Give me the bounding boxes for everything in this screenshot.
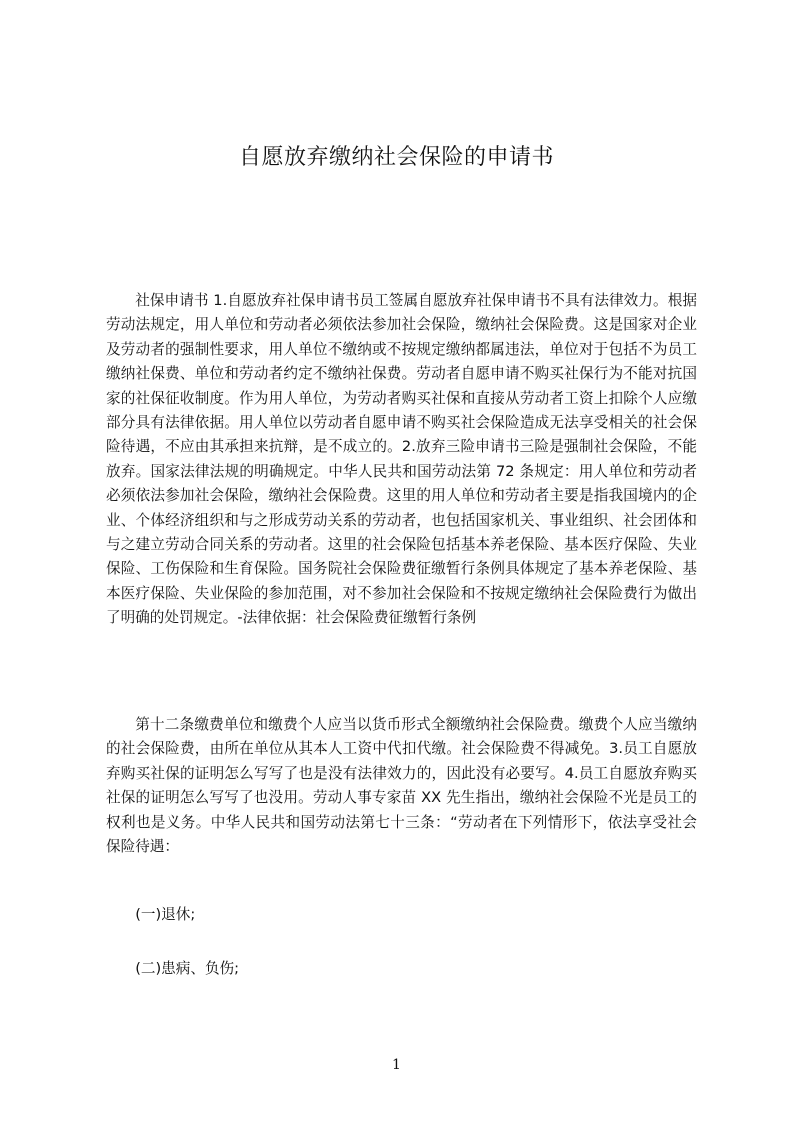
list-item: (二)患病、负伤; xyxy=(135,960,240,977)
page-number: 1 xyxy=(392,1057,401,1073)
document-title: 自愿放弃缴纳社会保险的申请书 xyxy=(238,145,554,170)
body-paragraph: 第十二条缴费单位和缴费个人应当以货币形式全额缴纳社会保险费。缴费个人应当缴纳的社会保险费，由所在单位从其本人工资中代扣代缴。社会保险费不得减免。3.员工自愿放弃购买社保的证明怎么写写了也是没有法律效力的，因此没有必要写。4.员工自愿放弃购买社保的证明怎么写写了也没用。劳动人事专家苗 XX 先生指出，缴纳社会保险不光是员工的权利也是义务。中华人民共和国劳动法第七十三条：“劳动者在下列情形下，依法享受社会保险待遇： xyxy=(106,716,697,856)
body-paragraph: 社保申请书 1.自愿放弃社保申请书员工签属自愿放弃社保申请书不具有法律效力。根据劳动法规定，用人单位和劳动者必须依法参加社会保险，缴纳社会保险费。这是国家对企业及劳动者的强制性要求，用人单位不缴纳或不按规定缴纳都属违法，单位对于包括不为员工缴纳社保费、单位和劳动者约定不缴纳社保费。劳动者自愿申请不购买社保行为不能对抗国家的社保征收制度。作为用人单位，为劳动者购买社保和直接从劳动者工资上扣除个人应缴部分具有法律依据。用人单位以劳动者自愿申请不购买社会保险造成无法享受相关的社会保险待遇，不应由其承担来抗辩，是不成立的。2.放弃三险申请书三险是强制社会保险，不能放弃。国家法律法规的明确规定。中华人民共和国劳动法第 72 条规定：用人单位和劳动者必须依法参加社会保险，缴纳社会保险费。这里的用人单位和劳动者主要是指我国境内的企业、个体经济组织和与之形成劳动关系的劳动者，也包括国家机关、事业组织、社会团体和与之建立劳动合同关系的劳动者。这里的社会保险包括基本养老保险、基本医疗保险、失业保险、工伤保险和生育保险。国务院社会保险费征缴暂行条例具体规定了基本养老保险、基本医疗保险、失业保险的参加范围，对不参加社会保险和不按规定缴纳社会保险费行为做出了明确的处罚规定。-法律依据：社会保险费征缴暂行条例 xyxy=(106,292,697,627)
list-item: (一)退休; xyxy=(135,906,196,923)
